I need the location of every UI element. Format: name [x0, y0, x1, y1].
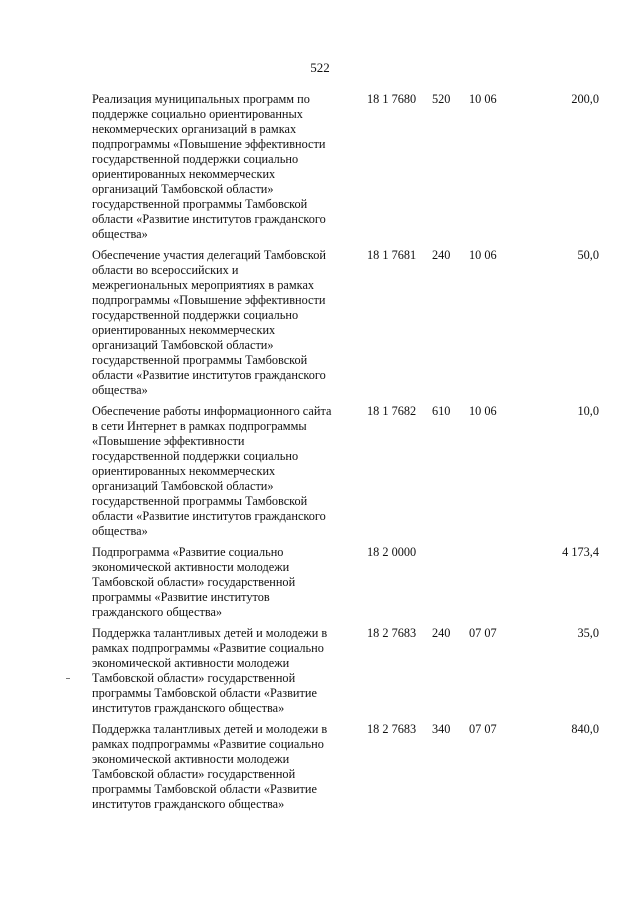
table-row: [0, 626, 640, 716]
expense-type-code: 610: [432, 404, 451, 418]
table-row: [0, 404, 640, 539]
amount: 840,0: [571, 722, 599, 736]
table-row: [0, 92, 640, 242]
row-description: Обеспечение участия делегаций Тамбовской области во всероссийских и межрегиональных мероприятиях в рамках подпрограммы «Повышение эффективности государственной поддержки социально ориентированных некоммерческих организаций Тамбовской области» государственной программы Тамбовской области «Развитие институтов гражданского общества»: [92, 248, 326, 397]
page-number: 522: [310, 60, 330, 75]
section-subsection-code: 07 07: [469, 722, 497, 736]
row-description: Обеспечение работы информационного сайта в сети Интернет в рамках подпрограммы «Повышение эффективности государственной поддержки социально ориентированных некоммерческих организаций Тамбовской области» государственной программы Тамбовской области «Развитие институтов гражданского общества»: [92, 404, 332, 538]
row-description: Поддержка талантливых детей и молодежи в рамках подпрограммы «Развитие социально экономической активности молодежи Тамбовской области» государственной программы Тамбовской области «Развитие институтов гражданского общества»: [92, 722, 328, 811]
amount: 50,0: [577, 248, 599, 262]
section-subsection-code: 07 07: [469, 626, 497, 640]
target-article-code: 18 1 7682: [367, 404, 417, 418]
amount: 35,0: [577, 626, 599, 640]
expense-type-code: 240: [432, 248, 451, 262]
amount: 4 173,4: [562, 545, 599, 559]
table-row: [0, 248, 640, 398]
target-article-code: 18 2 7683: [367, 626, 417, 640]
row-description: Реализация муниципальных программ по поддержке социально ориентированных некоммерческих организаций в рамках подпрограммы «Повышение эффективности государственной поддержки социально ориентированных некоммерческих организаций Тамбовской области» государственной программы Тамбовской области «Развитие институтов гражданского общества»: [92, 92, 326, 241]
section-subsection-code: 10 06: [469, 248, 497, 262]
amount: 10,0: [577, 404, 599, 418]
amount: 200,0: [571, 92, 599, 106]
table-row: [0, 722, 640, 812]
table-row: [0, 545, 640, 620]
expense-type-code: 240: [432, 626, 451, 640]
section-subsection-code: 10 06: [469, 92, 497, 106]
target-article-code: 18 2 0000: [367, 545, 417, 559]
row-description: Поддержка талантливых детей и молодежи в рамках подпрограммы «Развитие социально экономической активности молодежи Тамбовской области» государственной программы Тамбовской области «Развитие институтов гражданского общества»: [92, 626, 328, 715]
row-description: Подпрограмма «Развитие социально экономической активности молодежи Тамбовской области» государственной программы «Развитие институтов гражданского общества»: [92, 545, 296, 619]
expense-type-code: 520: [432, 92, 451, 106]
target-article-code: 18 2 7683: [367, 722, 417, 736]
expense-type-code: 340: [432, 722, 451, 736]
section-subsection-code: 10 06: [469, 404, 497, 418]
target-article-code: 18 1 7681: [367, 248, 417, 262]
budget-table: [0, 92, 640, 818]
margin-mark: [66, 678, 70, 679]
target-article-code: 18 1 7680: [367, 92, 417, 106]
